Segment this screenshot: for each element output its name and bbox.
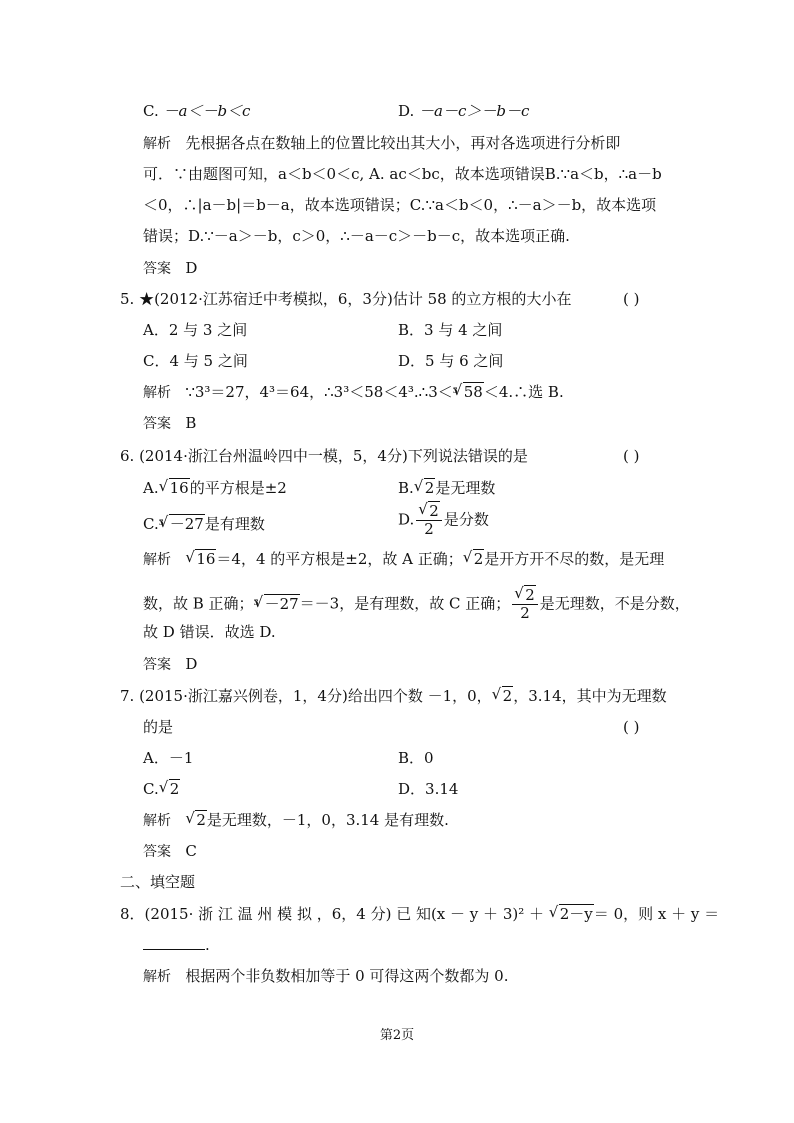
q5-option-c: C．4 与 5 之间 [143, 352, 248, 370]
q6-explanation-line2: 数，故 B 正确； 3 √ －27＝－3，是有理数，故 C 正确； √ $\frac{2}{2}$ 是无理数，不是分数， [143, 587, 690, 622]
q4-explanation-line1: 解析 先根据各点在数轴上的位置比较出其大小，再对各选项进行分析即 [143, 134, 621, 152]
q6-option-d: D. √ $\frac{2}{2}$ 是分数 [398, 503, 489, 538]
q4-answer: 答案 D [143, 259, 198, 277]
q8-blank: . [143, 935, 210, 955]
q8-answer-blank [143, 935, 205, 950]
q5-answer-paren: ( ) [623, 290, 640, 308]
q6-stem: 6. (2014·浙江台州温岭四中一模，5，4分)下列说法错误的是 [120, 447, 528, 465]
q8-stem: 8．(2015· 浙 江 温 州 模 拟 ，6，4 分) 已 知(x － y ＋ 3)² ＋ √ 2－y＝ 0，则 x ＋ y ＝ [120, 904, 719, 924]
q7-answer: 答案 C [143, 842, 197, 860]
q6-option-a: A.√ 16的平方根是±2 [143, 478, 287, 498]
q7-stem-line1: 7. (2015·浙江嘉兴例卷，1，4分)给出四个数 －1，0，√ 2，3.14，其中为无理数 [120, 686, 667, 706]
q7-explanation: 解析 √ 2是无理数，－1，0，3.14 是有理数. [143, 810, 449, 831]
option-d-prev: D. －a－c＞－b－c [398, 102, 530, 120]
q6-option-c: C. 3 √ －27是有理数 [143, 514, 265, 534]
q7-option-b: B．0 [398, 749, 434, 767]
q6-answer-paren: ( ) [623, 447, 640, 465]
q6-explanation-line1: 解析 √ 16＝4，4 的平方根是±2，故 A 正确；√ 2是开方开不尽的数，是无理 [143, 549, 664, 570]
q6-answer: 答案 D [143, 655, 198, 673]
q7-stem-line2: 的是 [143, 718, 174, 736]
q8-explanation: 解析 根据两个非负数相加等于 0 可得这两个数都为 0. [143, 967, 509, 985]
q5-answer: 答案 B [143, 414, 197, 432]
q5-option-b: B．3 与 4 之间 [398, 321, 503, 339]
q4-explanation-line4: 错误；D.∵－a＞－b，c＞0，∴－a－c＞－b－c，故本选项正确. [143, 227, 570, 245]
q5-option-d: D．5 与 6 之间 [398, 352, 504, 370]
q5-explanation: 解析 ∵3³＝27，4³＝64，∴3³＜58＜4³.∴3＜ 3 √ 58＜4.∴选 B. [143, 382, 564, 403]
q4-explanation-line2: 可．∵由题图可知，a＜b＜0＜c, A. ac＜bc，故本选项错误B.∵a＜b，∴a－b [143, 165, 662, 183]
q7-option-d: D．3.14 [398, 780, 459, 798]
section-heading-fill-in: 二、填空题 [120, 873, 196, 891]
q6-explanation-line3: 故 D 错误．故选 D. [143, 623, 276, 641]
q7-option-c: C.√ 2 [143, 779, 180, 799]
q5-option-a: A．2 与 3 之间 [143, 321, 248, 339]
q5-stem: 5. ★(2012·江苏宿迁中考模拟，6，3分)估计 58 的立方根的大小在 [120, 290, 572, 308]
q7-option-a: A．－1 [143, 749, 194, 767]
q4-explanation-line3: ＜0，∴|a－b|＝b－a，故本选项错误；C.∵a＜b＜0，∴－a＞－b，故本选项 [143, 196, 657, 214]
q6-option-b: B.√ 2是无理数 [398, 478, 495, 498]
option-c-prev: C. －a＜－b＜c [143, 102, 251, 120]
q7-answer-paren: ( ) [623, 718, 640, 736]
page-number: 第2页 [379, 1028, 415, 1043]
